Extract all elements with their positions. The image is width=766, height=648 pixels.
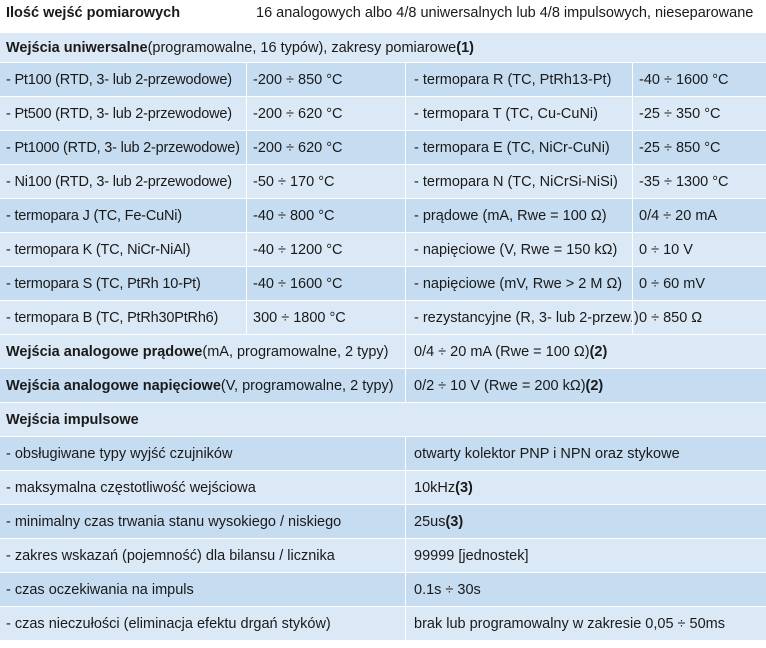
- header-value: 16 analogowych albo 4/8 uniwersalnych lub 4/8 impulsowych, nieseparowane: [256, 4, 754, 21]
- universal-row: [0, 165, 766, 199]
- impulse-value-text: otwarty kolektor PNP i NPN oraz stykowe: [414, 445, 680, 462]
- universal-row: [0, 63, 766, 97]
- analog-voltage-note: (2): [585, 377, 604, 394]
- header-row: [0, 0, 766, 26]
- universal-right-type: - rezystancyjne (R, 3- lub 2-przew.): [405, 301, 639, 334]
- impulse-row: [0, 437, 766, 471]
- analog-voltage-title-rest: (V, programowalne, 2 typy): [220, 377, 394, 394]
- impulse-value: [405, 505, 463, 538]
- universal-row: [0, 131, 766, 165]
- impulse-value-text: 0.1s ÷ 30s: [414, 581, 481, 598]
- impulse-label: - czas nieczułości (eliminacja efektu drgań styków): [6, 615, 331, 632]
- universal-right-type: - termopara R (TC, PtRh13-Pt): [405, 63, 611, 96]
- impulse-label: - czas oczekiwania na impuls: [6, 581, 194, 598]
- universal-right-range: -35 ÷ 1300 °C: [632, 165, 729, 198]
- universal-left-range: -40 ÷ 800 °C: [246, 199, 334, 232]
- universal-right-range: 0/4 ÷ 20 mA: [632, 199, 717, 232]
- universal-row: [0, 267, 766, 301]
- impulse-label: - obsługiwane typy wyjść czujników: [6, 445, 233, 462]
- impulse-title: Wejścia impulsowe: [6, 411, 139, 428]
- universal-title: [6, 33, 474, 62]
- universal-right-range: -25 ÷ 850 °C: [632, 131, 720, 164]
- impulse-row: [0, 471, 766, 505]
- universal-right-type: - napięciowe (V, Rwe = 150 kΩ): [405, 233, 617, 266]
- impulse-row: [0, 505, 766, 539]
- analog-current-title: [6, 335, 389, 368]
- analog-voltage-value: [405, 369, 603, 402]
- universal-left-type: - Pt500 (RTD, 3- lub 2-przewodowe): [6, 105, 232, 122]
- universal-left-range: -200 ÷ 850 °C: [246, 63, 343, 96]
- universal-note: (1): [456, 39, 474, 56]
- universal-title-row: [0, 33, 766, 63]
- analog-current-note: (2): [589, 343, 608, 360]
- universal-left-range: -50 ÷ 170 °C: [246, 165, 334, 198]
- universal-left-type: - termopara S (TC, PtRh 10-Pt): [6, 275, 201, 292]
- universal-left-type: - Pt100 (RTD, 3- lub 2-przewodowe): [6, 71, 232, 88]
- universal-row: [0, 97, 766, 131]
- impulse-note: (3): [455, 479, 473, 496]
- universal-left-type: - Pt1000 (RTD, 3- lub 2-przewodowe): [6, 139, 240, 156]
- universal-right-type: - termopara T (TC, Cu-CuNi): [405, 97, 598, 130]
- impulse-value-text: 99999 [jednostek]: [414, 547, 529, 564]
- universal-left-type: - termopara J (TC, Fe-CuNi): [6, 207, 182, 224]
- universal-row: [0, 301, 766, 335]
- analog-current-value-text: 0/4 ÷ 20 mA (Rwe = 100 Ω): [414, 343, 590, 360]
- analog-current-value: [405, 335, 607, 368]
- impulse-label: - minimalny czas trwania stanu wysokiego / niskiego: [6, 513, 342, 530]
- impulse-value: [405, 607, 725, 640]
- analog-current-title-rest: (mA, programowalne, 2 typy): [202, 343, 389, 360]
- impulse-title-row: [0, 403, 766, 437]
- analog-voltage-title-bold: Wejścia analogowe napięciowe: [6, 377, 221, 394]
- universal-right-type: - prądowe (mA, Rwe = 100 Ω): [405, 199, 607, 232]
- universal-right-range: 0 ÷ 10 V: [632, 233, 693, 266]
- impulse-label: - maksymalna częstotliwość wejściowa: [6, 479, 256, 496]
- universal-left-range: -40 ÷ 1200 °C: [246, 233, 343, 266]
- analog-voltage-title: [6, 369, 394, 402]
- impulse-value: [405, 539, 528, 572]
- impulse-value-text: 25us: [414, 513, 446, 530]
- universal-left-type: - Ni100 (RTD, 3- lub 2-przewodowe): [6, 173, 232, 190]
- impulse-value: [405, 437, 680, 470]
- impulse-note: (3): [445, 513, 464, 530]
- analog-voltage-row: [0, 369, 766, 403]
- universal-right-range: -25 ÷ 350 °C: [632, 97, 720, 130]
- impulse-row: [0, 607, 766, 641]
- impulse-value-text: 10kHz: [414, 479, 456, 496]
- universal-row: [0, 199, 766, 233]
- universal-row: [0, 233, 766, 267]
- header-label: Ilość wejść pomiarowych: [6, 4, 181, 21]
- universal-left-type: - termopara B (TC, PtRh30PtRh6): [6, 309, 219, 326]
- analog-current-title-bold: Wejścia analogowe prądowe: [6, 343, 203, 360]
- universal-right-type: - napięciowe (mV, Rwe > 2 M Ω): [405, 267, 622, 300]
- impulse-value: [405, 573, 481, 606]
- universal-right-range: 0 ÷ 850 Ω: [632, 301, 702, 334]
- impulse-value-text: brak lub programowalny w zakresie 0,05 ÷ 50ms: [414, 615, 725, 632]
- universal-left-range: -40 ÷ 1600 °C: [246, 267, 343, 300]
- analog-voltage-value-text: 0/2 ÷ 10 V (Rwe = 200 kΩ): [414, 377, 586, 394]
- universal-title-rest: (programowalne, 16 typów), zakresy pomiarowe: [147, 39, 457, 56]
- impulse-row: [0, 573, 766, 607]
- impulse-row: [0, 539, 766, 573]
- universal-left-range: -200 ÷ 620 °C: [246, 97, 343, 130]
- universal-right-range: 0 ÷ 60 mV: [632, 267, 705, 300]
- universal-right-type: - termopara E (TC, NiCr-CuNi): [405, 131, 610, 164]
- universal-right-type: - termopara N (TC, NiCrSi-NiSi): [405, 165, 618, 198]
- analog-current-row: [0, 335, 766, 369]
- universal-right-range: -40 ÷ 1600 °C: [632, 63, 729, 96]
- universal-left-range: 300 ÷ 1800 °C: [246, 301, 346, 334]
- universal-left-type: - termopara K (TC, NiCr-NiAl): [6, 241, 191, 258]
- impulse-label: - zakres wskazań (pojemność) dla bilansu / licznika: [6, 547, 335, 564]
- universal-title-bold: Wejścia uniwersalne: [6, 39, 148, 56]
- impulse-value: [405, 471, 473, 504]
- universal-left-range: -200 ÷ 620 °C: [246, 131, 343, 164]
